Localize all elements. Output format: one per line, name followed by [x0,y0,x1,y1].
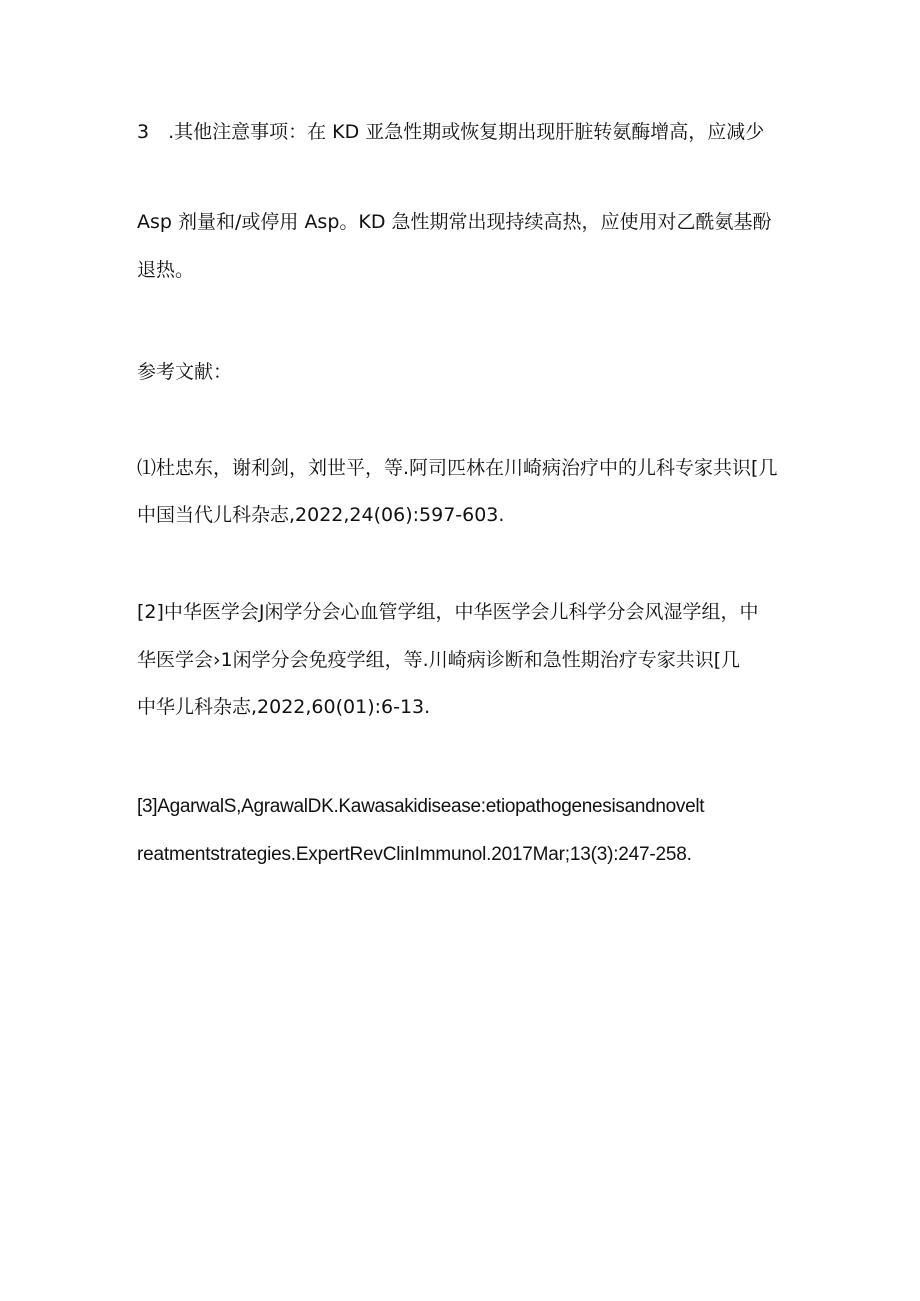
reference-2-line2: 华医学会›1闲学分会免疫学组，等.川崎病诊断和急性期治疗专家共识[几 [137,649,741,671]
reference-3-line2: reatmentstrategies.ExpertRevClinImmunol.2017Mar;13(3):247-258. [137,844,692,865]
reference-1-line1: ⑴杜忠东，谢利剑，刘世平，等.阿司匹林在川崎病治疗中的儿科专家共识[几 [137,457,778,479]
references-heading: 参考文献： [137,361,233,383]
reference-2-line3: 中华儿科杂志,2022,60(01):6-13. [137,696,431,718]
section3-text-line3: 退热。 [137,259,195,281]
section3-text-line1: 3 .其他注意事项：在 KD 亚急性期或恢复期出现肝脏转氨酶增高，应减少 [137,121,765,143]
reference-3-line1: [3]AgarwalS,AgrawalDK.Kawasakidisease:etiopathogenesisandnovelt [137,796,705,817]
section3-text-line2: Asp 剂量和/或停用 Asp。KD 急性期常出现持续高热，应使用对乙酰氨基酚 [137,211,772,233]
reference-2-line1: [2]中华医学会J闲学分会心血管学组，中华医学会儿科学分会风湿学组，中 [137,601,759,623]
reference-1-line2: 中国当代儿科杂志,2022,24(06):597-603. [137,504,505,526]
